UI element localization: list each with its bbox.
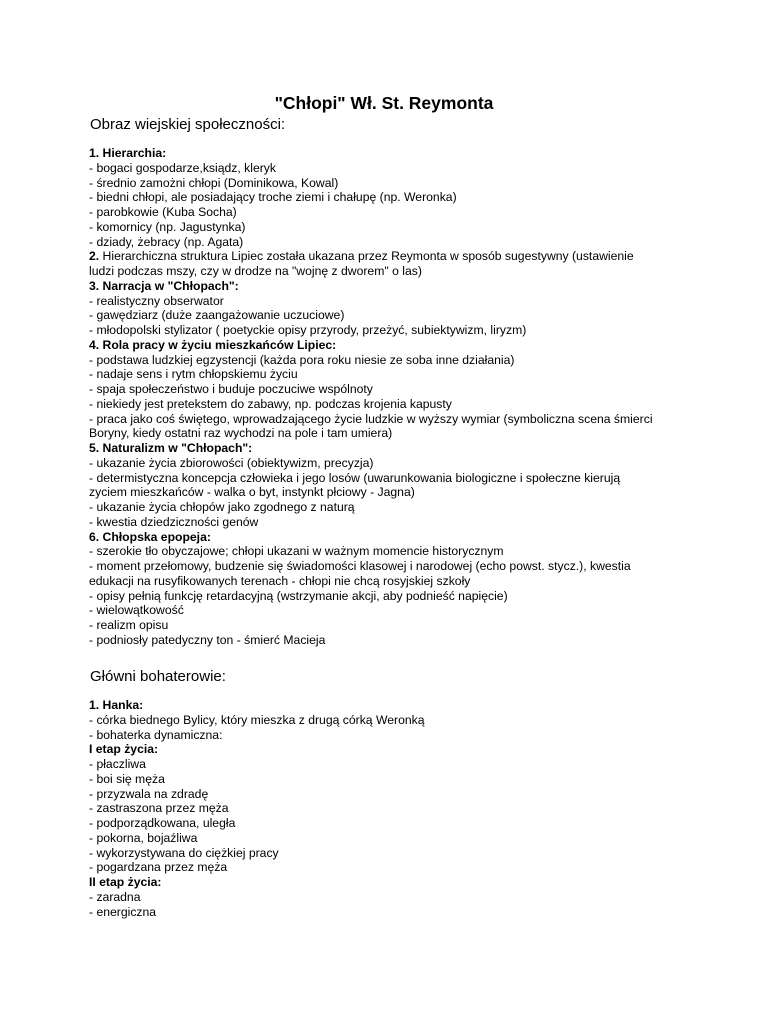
body-text: - komornicy (np. Jagustynka) xyxy=(89,219,246,234)
body-text: - spaja społeczeństwo i buduje poczuciwe wspólnoty xyxy=(89,382,373,396)
body-text: - ukazanie życia chłopów jako zgodnego z naturą xyxy=(89,500,355,514)
text-line xyxy=(89,205,679,220)
body-text: - podporządkowana, uległa xyxy=(89,816,236,830)
text-line xyxy=(89,485,679,500)
body-text: Boryny, kiedy ostatni raz wychodzi na pole i tam umiera) xyxy=(89,426,393,441)
body-text: - zastraszona przez męża xyxy=(89,801,229,816)
text-line xyxy=(89,589,679,604)
bold-heading-text: II etap życia: xyxy=(89,875,162,889)
document-title: "Chłopi" Wł. St. Reymonta xyxy=(274,93,494,113)
body-text: zyciem mieszkańców - walka o byt, instynkt płciowy - Jagna) xyxy=(89,485,415,500)
text-line xyxy=(89,382,679,397)
text-line xyxy=(89,338,679,353)
body-text: - bogaci gospodarze,ksiądz, kleryk xyxy=(89,160,276,175)
body-text: - średnio zamożni chłopi (Dominikowa, Kowal) xyxy=(89,175,339,190)
body-text: - szerokie tło obyczajowe; chłopi ukazani w ważnym momencie historycznym xyxy=(89,544,504,559)
body-text: - realistyczny obserwator xyxy=(89,293,224,308)
text-line xyxy=(89,772,679,787)
text-line xyxy=(89,190,679,205)
text-line xyxy=(89,294,679,309)
body-text: - dziady, żebracy (np. Agata) xyxy=(89,234,244,249)
body-text: - bohaterka dynamiczna: xyxy=(89,727,223,742)
text-line xyxy=(89,801,679,816)
text-line xyxy=(89,397,679,412)
bold-heading-text: 6. Chłopska epopeja: xyxy=(89,529,211,544)
text-line xyxy=(89,161,679,176)
body-text: Hierarchiczna struktura Lipiec została ukazana przez Reymonta w sposób sugestywny (ustawienie xyxy=(99,249,634,264)
section-heading-community: Obraz wiejskiej społeczności: xyxy=(90,116,286,133)
body-text: - niekiedy jest pretekstem do zabawy, np. podczas krojenia kapusty xyxy=(89,396,452,411)
text-line xyxy=(89,279,679,294)
text-line xyxy=(89,308,679,323)
text-line xyxy=(89,235,679,250)
text-line xyxy=(89,220,679,235)
body-text: - kwestia dziedziczności genów xyxy=(89,514,259,529)
text-line xyxy=(89,728,679,743)
text-line xyxy=(89,515,679,530)
body-text: - podniosły patedyczny ton - śmierć Macieja xyxy=(89,632,326,647)
text-line xyxy=(89,426,679,441)
text-line xyxy=(89,875,679,890)
body-text: - płaczliwa xyxy=(89,757,146,771)
text-line xyxy=(89,249,679,264)
text-line xyxy=(89,559,679,574)
body-text: - gawędziarz (duże zaangażowanie uczuciowe) xyxy=(89,308,345,323)
bold-heading-text: 4. Rola pracy w życiu mieszkańców Lipiec: xyxy=(89,337,337,352)
body-text: edukacji na rusyfikowanych terenach - chłopi nie chcą rosyjskiej szkoły xyxy=(89,573,471,588)
section-heading-characters: Główni bohaterowie: xyxy=(90,668,226,685)
text-line xyxy=(89,787,679,802)
text-line xyxy=(89,146,679,161)
body-text: - boi się męża xyxy=(89,771,165,786)
body-text: - determistyczna koncepcja człowieka i jego losów (uwarunkowania biologiczne i społeczne kierują xyxy=(89,470,621,485)
body-text: - młodopolski stylizator ( poetyckie opisy przyrody, przeżyć, subiektywizm, liryzm) xyxy=(89,323,527,337)
text-line xyxy=(89,633,679,648)
body-text: - realizm opisu xyxy=(89,618,169,632)
text-line xyxy=(89,544,679,559)
body-text: - zaradna xyxy=(89,889,141,904)
text-line xyxy=(89,890,679,905)
body-text: - parobkowie (Kuba Socha) xyxy=(89,205,237,219)
bold-heading-text: 3. Narracja w "Chłopach": xyxy=(89,278,239,293)
body-text: - wielowątkowość xyxy=(89,603,184,618)
text-line xyxy=(89,742,679,757)
body-text: - energiczna xyxy=(89,904,157,919)
text-line xyxy=(89,530,679,545)
text-line xyxy=(89,500,679,515)
characters-section-body xyxy=(89,698,679,919)
text-line xyxy=(89,603,679,618)
text-line xyxy=(89,264,679,279)
text-line xyxy=(89,618,679,633)
text-line xyxy=(89,713,679,728)
body-text: - praca jako coś świętego, wprowadzającego życie ludzkie w wyższy wymiar (symboliczna scena śmierci xyxy=(89,411,653,426)
community-section-body xyxy=(89,146,679,648)
text-line xyxy=(89,323,679,338)
bold-heading-text: I etap życia: xyxy=(89,742,159,757)
text-line xyxy=(89,860,679,875)
bold-heading-text: 2. xyxy=(89,249,100,264)
text-line xyxy=(89,456,679,471)
text-line xyxy=(89,176,679,191)
body-text: - podstawa ludzkiej egzystencji (każda pora roku niesie ze soba inne działania) xyxy=(89,352,515,367)
text-line xyxy=(89,816,679,831)
body-text: - biedni chłopi, ale posiadający troche ziemi i chałupę (np. Weronka) xyxy=(89,190,457,205)
body-text: - córka biednego Bylicy, który mieszka z drugą córką Weronką xyxy=(89,712,425,727)
text-line xyxy=(89,846,679,861)
body-text: - opisy pełnią funkcję retardacyjną (wstrzymanie akcji, aby podnieść napięcie) xyxy=(89,588,508,603)
bold-heading-text: 5. Naturalizm w "Chłopach": xyxy=(89,441,253,455)
bold-heading-text: 1. Hierarchia: xyxy=(89,146,167,160)
text-line xyxy=(89,471,679,486)
body-text: ludzi podczas mszy, czy w drodze na "wojnę z dworem" o las) xyxy=(89,264,422,278)
text-line xyxy=(89,831,679,846)
bold-heading-text: 1. Hanka: xyxy=(89,698,144,712)
text-line xyxy=(89,574,679,589)
body-text: - wykorzystywana do ciężkiej pracy xyxy=(89,845,279,860)
body-text: - pogardzana przez męża xyxy=(89,860,228,875)
text-line xyxy=(89,353,679,368)
body-text: - pokorna, bojaźliwa xyxy=(89,830,198,845)
text-line xyxy=(89,441,679,456)
body-text: - moment przełomowy, budzenie się świadomości klasowej i narodowej (echo powst. stycz.), kwestia xyxy=(89,559,631,573)
text-line xyxy=(89,367,679,382)
text-line xyxy=(89,757,679,772)
text-line xyxy=(89,905,679,920)
body-text: - przyzwala na zdradę xyxy=(89,786,209,801)
text-line xyxy=(89,412,679,427)
text-line xyxy=(89,698,679,713)
body-text: - ukazanie życia zbiorowości (obiektywizm, precyzja) xyxy=(89,455,374,470)
body-text: - nadaje sens i rytm chłopskiemu życiu xyxy=(89,367,298,382)
